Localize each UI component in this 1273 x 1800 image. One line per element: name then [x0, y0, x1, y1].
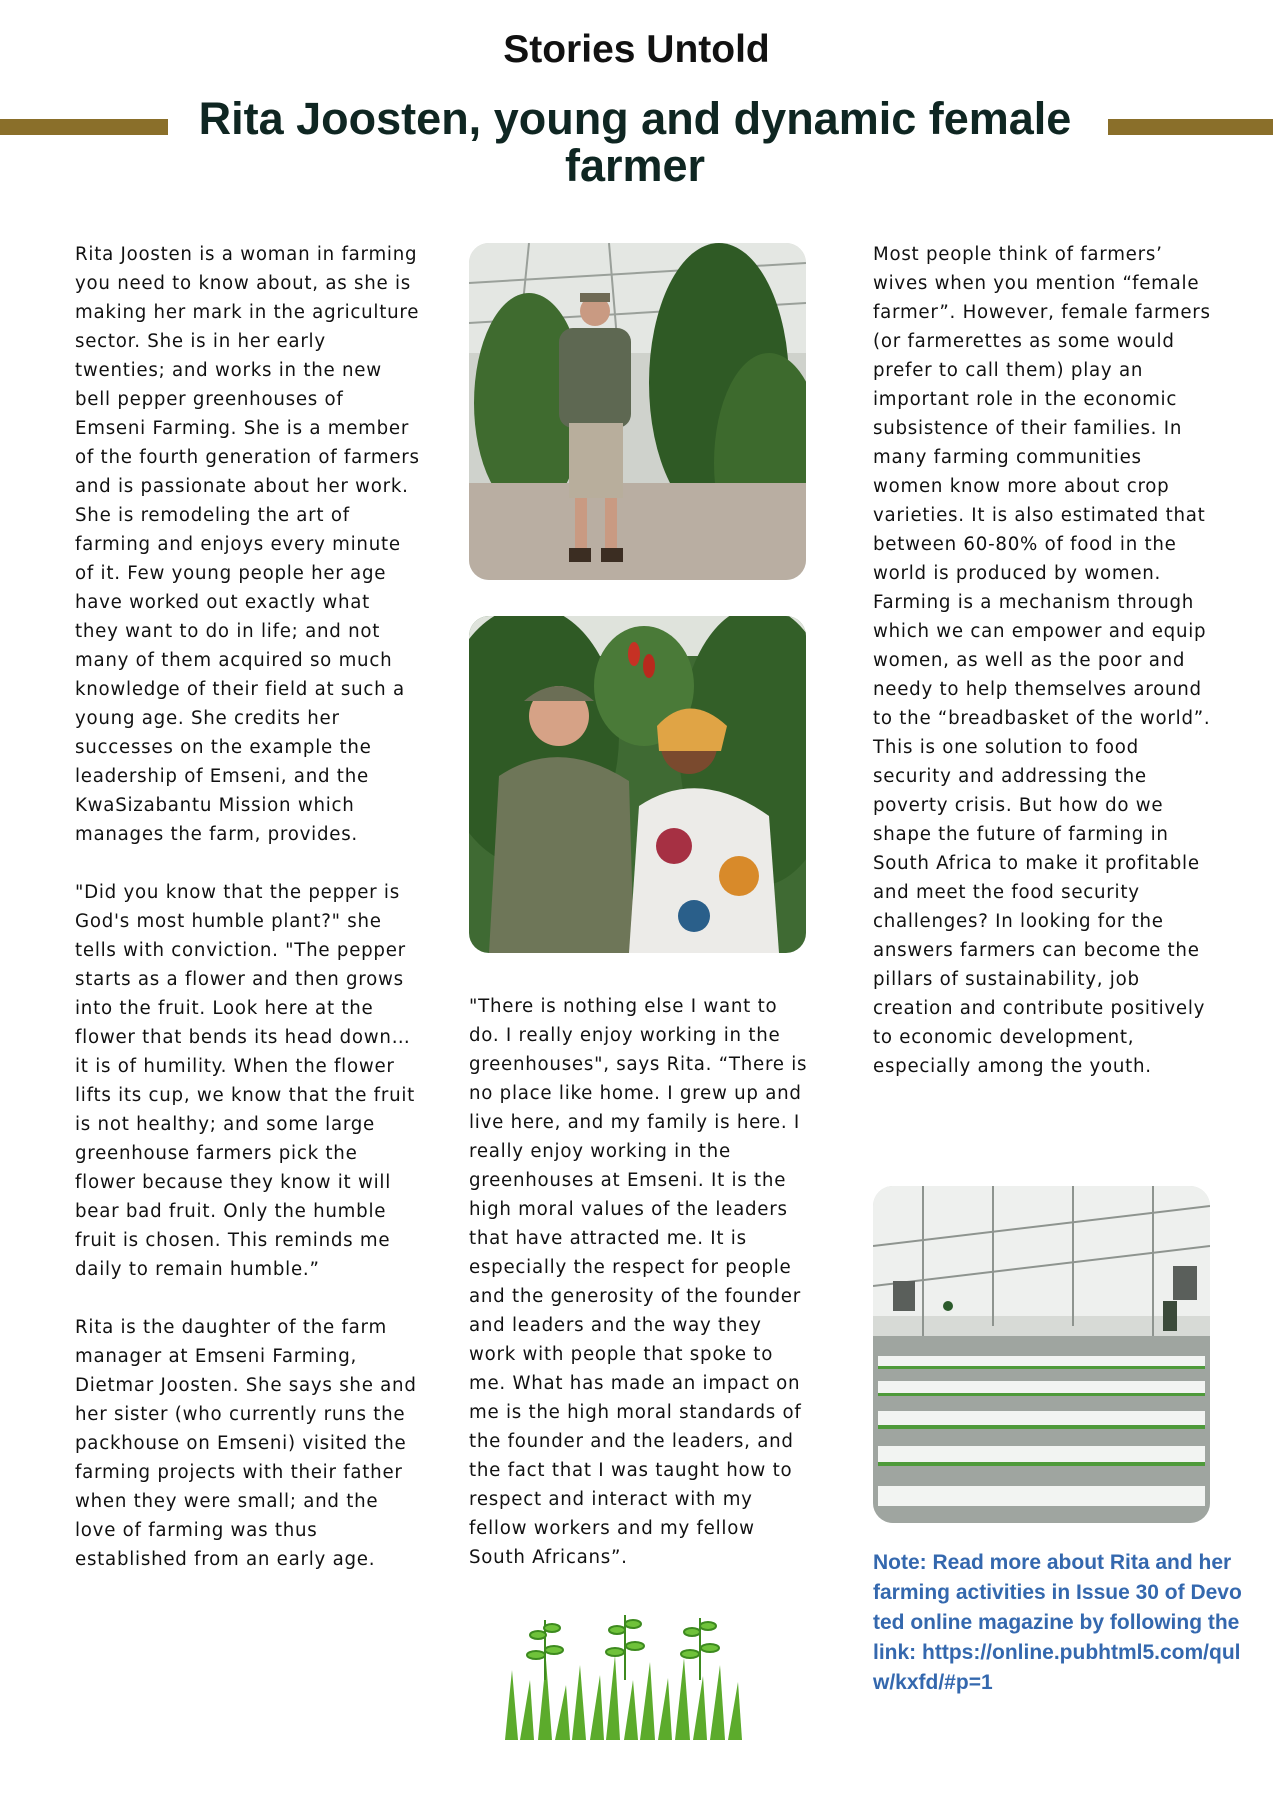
- title-rule-right: [1108, 119, 1273, 135]
- article-title: Rita Joosten, young and dynamic female farmer: [198, 93, 1072, 191]
- left-paragraph-1: Rita Joosten is a woman in farming you need to know about, as she is making her mark in the agriculture sector. She is in her early twenties; and works in the new bell pepper greenhouses of Emseni Farming. She is a member of the fourth generation of farmers and is passionate about her work. She is remodeling the art of farming and enjoys every minute of it. Few young people her age have worked out exactly what they want to do in life; and not many of them acquired so much knowledge of their field at such a young age. She credits her successes on the example the leadership of Emseni, and the KwaSizabantu Mission which manages the farm, provides.: [75, 244, 420, 845]
- women-talking-photo: [469, 616, 806, 953]
- middle-quote: "There is nothing else I want to do. I really enjoy working in the greenhouses", says Rita. “There is no place like home. I grew up and live here, and my family is here. I really enjoy working in the greenhouses at Emseni. It is the high moral values of the leaders that have attracted me. It is especially the respect for people and the generosity of the founder and leaders and the way they work with people that spoke to me. What has made an impact on me is the high moral standards of the founder and the leaders, and the fact that I was taught how to respect and interact with my fellow workers and my fellow South Africans”.: [469, 996, 808, 1568]
- seedling-greenhouse-photo: [873, 1186, 1210, 1523]
- woman-in-greenhouse-photo: [469, 243, 806, 580]
- note-text: Note: Read more about Rita and her farming activities in Issue 30 of Devoted online magazine by following the link:: [873, 1551, 1242, 1664]
- green-sprouts-icon: [500, 1610, 755, 1744]
- right-column: [873, 240, 1218, 1081]
- title-rule-left: [0, 119, 168, 135]
- note-block: [873, 1548, 1243, 1698]
- magazine-link[interactable]: https://online.pubhtml5.com/qulw/kxfd/#p=1: [873, 1641, 1241, 1694]
- right-paragraph-1: Most people think of farmers’ wives when you mention “female farmer”. However, female farmers (or farmerettes as some would prefer to call them) play an important role in the economic subsistence of their families. In many farming communities women know more about crop varieties. It is also estimated that between 60-80% of food in the world is produced by women.: [873, 244, 1211, 584]
- left-column: [75, 240, 420, 1574]
- right-paragraph-2: Farming is a mechanism through which we can empower and equip women, as well as the poor and needy to help themselves around to the “breadbasket of the world”. This is one solution to food security and addressing the poverty crisis. But how do we shape the future of farming in South Africa to make it profitable and meet the food security challenges? In looking for the answers farmers can become the pillars of sustainability, job creation and contribute positively to economic development, especially among the youth.: [873, 592, 1211, 1077]
- section-title: Stories Untold: [503, 28, 770, 71]
- middle-column: [469, 992, 814, 1572]
- left-paragraph-3: Rita is the daughter of the farm manager at Emseni Farming, Dietmar Joosten. She says she and her sister (who currently runs the packhouse on Emseni) visited the farming projects with their father when they were small; and the love of farming was thus established from an early age.: [75, 1317, 417, 1570]
- left-paragraph-2: "Did you know that the pepper is God's most humble plant?" she tells with conviction. "The pepper starts as a flower and then grows into the fruit. Look here at the flower that bends its head down… it is of humility. When the flower lifts its cup, we know that the fruit is not healthy; and some large greenhouse farmers pick the flower because they know it will bear bad fruit. Only the humble fruit is chosen. This reminds me daily to remain humble.”: [75, 882, 416, 1280]
